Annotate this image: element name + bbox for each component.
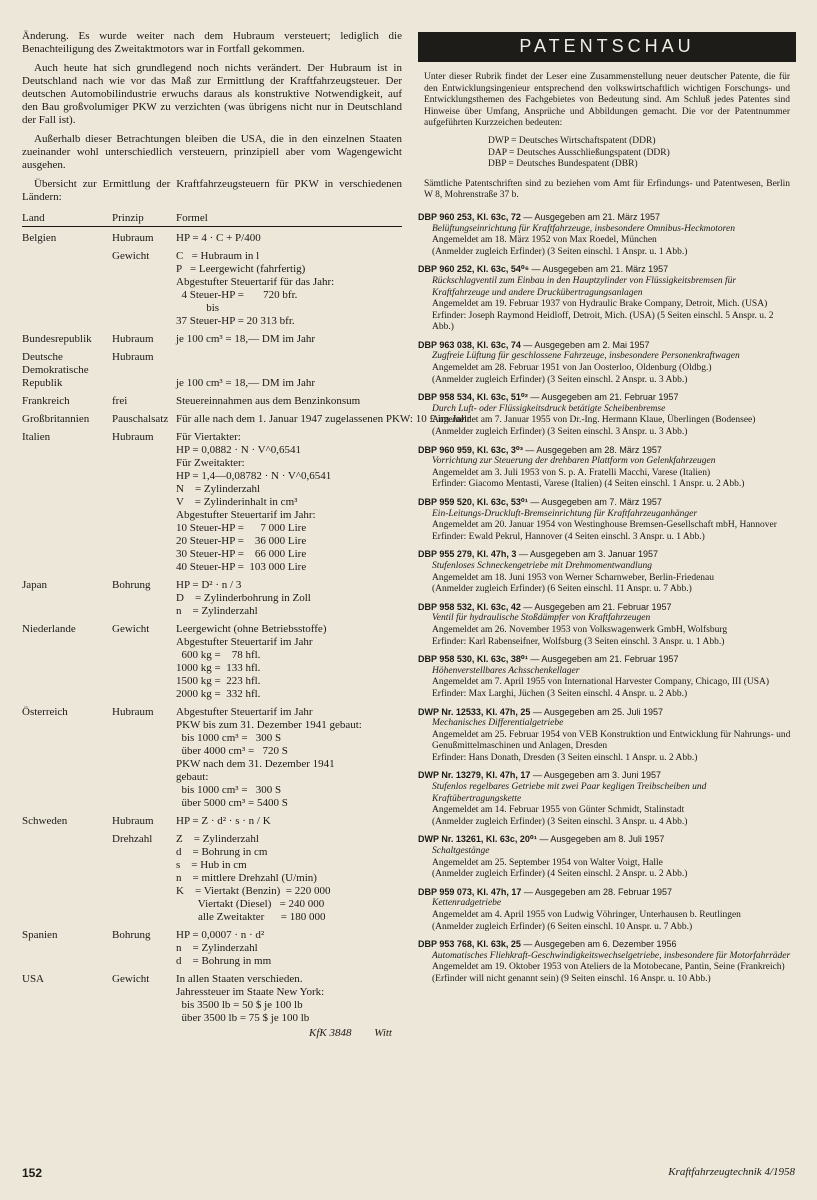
intro-paragraph: Unter dieser Rubrik findet der Leser eine Zusammenstellung neuer deutscher Patente, die für den Entwicklungsingenieur entsprechend den volkswirtschaftlich wichtigen Forschungs- und Entwicklungsthemen des Fachgebietes von Bedeutung sind. Am Schluß jedes Patentes sind Hinweise über Umfang, Ansprüche und Abbildungen gemacht. Die vor der Patentnummer aufgeführten Kurzzeichen bedeuten: <box>424 72 790 129</box>
patent-heading <box>418 654 796 666</box>
patent-number: DBP 959 520, Kl. 63c, 53⁰¹ <box>418 497 528 507</box>
formula-line: HP = 4 · C + P/400 <box>176 232 261 244</box>
formula-line: 40 Steuer-HP = 103 000 Lire <box>176 561 307 573</box>
patent-heading <box>418 834 796 846</box>
patent-detail: (Anmelder zugleich Erfinder) (4 Seiten einschl. 2 Anspr. u. 2 Abb.) <box>432 869 688 880</box>
formula-line: V = Zylinderinhalt in cm³ <box>176 496 298 508</box>
patent-detail: Angemeldet am 18. Juni 1953 von Werner Scharnweber, Berlin-Friedenau <box>432 572 715 583</box>
cell-land: USA <box>22 973 45 985</box>
formula-line: PKW bis zum 31. Dezember 1941 gebaut: <box>176 719 362 731</box>
patent-detail: (Anmelder zugleich Erfinder) (3 Seiten einschl. 1 Anspr. u. 1 Abb.) <box>432 246 688 257</box>
patent-detail: Angemeldet am 18. März 1952 von Max Roedel, München <box>432 235 657 246</box>
paragraph: Außerhalb dieser Betrachtungen bleiben die USA, die in den einzelnen Staaten zueinander wohl unterschiedlich versteuern, prinzipiell aber vom Wagengewicht ausgehen. <box>22 133 402 171</box>
patent-date: — Ausgegeben am 7. März 1957 <box>527 497 662 507</box>
abbreviation-item: DBP = Deutsches Bundespatent (DBR) <box>488 159 638 170</box>
patent-entry <box>418 602 796 648</box>
patent-detail: Erfinder: Giacomo Mentasti, Varese (Italien) (4 Seiten einschl. 1 Anspr. u. 2 Abb.) <box>432 479 745 490</box>
patent-title: Mechanisches Differentialgetriebe <box>432 718 564 729</box>
cell-land: Niederlande <box>22 623 76 635</box>
patent-detail: Angemeldet am 7. Januar 1955 von Dr.-Ing. Hermann Klaue, Überlingen (Bodensee) <box>432 415 756 426</box>
patent-heading <box>418 212 796 224</box>
cell-land: Bundesrepublik <box>22 333 92 345</box>
cell-prinzip: Hubraum <box>112 431 154 443</box>
table-row <box>22 232 402 245</box>
patent-title: Kettenradgetriebe <box>432 898 502 909</box>
patent-detail: Angemeldet am 26. November 1953 von Volkswagenwerk GmbH, Wolfsburg <box>432 624 728 635</box>
patent-detail: Angemeldet am 25. September 1954 von Walter Voigt, Halle <box>432 857 663 868</box>
patent-number: DWP Nr. 13279, Kl. 47h, 17 <box>418 770 531 781</box>
cell-prinzip: Pauschalsatz <box>112 413 169 425</box>
formula-line: alle Zweitakter = 180 000 <box>176 911 326 923</box>
cell-land: Spanien <box>22 929 58 941</box>
formula-line: über 4000 cm³ = 720 S <box>176 745 288 757</box>
cell-land: Frankreich <box>22 395 70 407</box>
paragraph: Änderung. Es wurde weiter nach dem Hubraum versteuert; lediglich die Benachteiligung des Zweitaktmotors war in Fortfall gekommen. <box>22 30 402 55</box>
table-row <box>22 929 402 968</box>
table-row <box>22 706 402 810</box>
patent-heading <box>418 707 796 719</box>
formula-line: über 3500 lb = 75 $ je 100 lb <box>176 1012 310 1024</box>
patent-number: DBP 958 532, Kl. 63c, 42 <box>418 601 521 612</box>
patent-detail: Angemeldet am 20. Januar 1954 von Westinghouse Bremsen-Gesellschaft mbH, Hannover <box>432 520 777 531</box>
patent-detail: Angemeldet am 28. Februar 1951 von Jan Oosterloo, Oldenburg (Oldbg.) <box>432 363 712 374</box>
cell-formel <box>176 833 402 924</box>
patent-entry <box>418 445 796 491</box>
cell-prinzip: Bohrung <box>112 929 151 941</box>
patent-title: Stufenlos regelbares Getriebe mit zwei Paar kegligen Treibscheiben und Kraftübertragungskette <box>432 782 707 804</box>
patent-date: — Ausgegeben am 6. Dezember 1956 <box>520 939 677 950</box>
patent-detail: Angemeldet am 14. Februar 1955 von Günter Schmidt, Stalinstadt <box>432 805 685 816</box>
cell-prinzip: Hubraum <box>112 351 154 363</box>
table-row <box>22 250 402 328</box>
cell-prinzip: Gewicht <box>112 250 150 262</box>
journal-name: Kraftfahrzeugtechnik 4/1958 <box>668 1166 795 1178</box>
patent-detail: Angemeldet am 25. Februar 1954 von VEB Konstruktion und Entwicklung für Nahrungs- und Genußmittelmaschinen und Anlagen, Dresden <box>432 729 791 752</box>
patent-detail: Angemeldet am 7. April 1955 von International Harvester Company, Chicago, III (USA) <box>432 677 770 688</box>
patent-date: — Ausgegeben am 3. Juni 1957 <box>530 770 661 781</box>
patent-title: Rückschlagventil zum Einbau in den Hauptzylinder von Flüssigkeitsbremsen für Kraftfahrzeuge und andere Druckübertragungsanlagen <box>432 275 737 298</box>
formula-line: HP = 0,0007 · n · d² <box>176 929 265 941</box>
formula-line: 37 Steuer-HP = 20 313 bfr. <box>176 315 295 327</box>
formula-line: 1500 kg = 223 hfl. <box>176 675 261 687</box>
tax-table-header <box>22 212 402 227</box>
table-row <box>22 623 402 701</box>
patent-heading <box>418 340 796 352</box>
formula-line: 1000 kg = 133 hfl. <box>176 662 261 674</box>
patent-title: Vorrichtung zur Steuerung der drehbaren Plattform von Gelenkfahrzeugen <box>432 456 716 467</box>
cell-formel <box>176 431 402 574</box>
patent-heading <box>418 939 796 951</box>
cell-prinzip: frei <box>112 395 128 407</box>
formula-line: HP = 1,4—0,08782 · N · V^0,6541 <box>176 470 332 482</box>
cell-prinzip: Gewicht <box>112 973 150 985</box>
cell-land: Österreich <box>22 706 68 718</box>
patent-entry <box>418 939 796 985</box>
formula-line: 30 Steuer-HP = 66 000 Lire <box>176 548 307 560</box>
cell-formel <box>176 623 402 701</box>
patent-detail: Erfinder: Ewald Pekrul, Hannover (4 Seiten einschl. 3 Anspr. u. 1 Abb.) <box>432 531 705 542</box>
patent-detail: (Anmelder zugleich Erfinder) (3 Seiten einschl. 3 Anspr. u. 4 Abb.) <box>432 816 688 827</box>
patent-title: Belüftungseinrichtung für Kraftfahrzeuge, insbesondere Omnibus-Heckmotoren <box>432 223 735 234</box>
patent-date: — Ausgegeben am 21. März 1957 <box>520 211 660 222</box>
patent-heading <box>418 887 796 899</box>
formula-line: bis <box>176 302 220 314</box>
patent-detail: (Anmelder zugleich Erfinder) (6 Seiten einschl. 11 Anspr. u. 7 Abb.) <box>432 584 692 595</box>
patent-title: Ventil für hydraulische Stoßdämpfer von Kraftfahrzeugen <box>432 613 651 624</box>
patent-date: — Ausgegeben am 2. Mai 1957 <box>520 339 650 350</box>
formula-line: bis 1000 cm³ = 300 S <box>176 732 282 744</box>
table-row <box>22 833 402 924</box>
formula-line: HP = 0,0882 · N · V^0,6541 <box>176 444 302 456</box>
cell-land: Belgien <box>22 232 57 244</box>
patent-entry <box>418 497 796 543</box>
formula-line: In allen Staaten verschieden. <box>176 973 303 985</box>
cell-formel <box>176 815 402 828</box>
cell-prinzip: Gewicht <box>112 623 150 635</box>
patent-entry <box>418 770 796 828</box>
formula-line: 600 kg = 78 hfl. <box>176 649 261 661</box>
formula-line: Abgestufter Steuertarif für das Jahr: <box>176 276 335 288</box>
cell-formel <box>176 929 402 968</box>
patent-title: Automatisches Fliehkraft-Geschwindigkeitswechselgetriebe, insbesondere für Motorfahrräder <box>432 950 791 961</box>
patent-list <box>418 212 796 986</box>
patent-number: DBP 958 534, Kl. 63c, 51⁰² <box>418 392 528 403</box>
cell-formel <box>176 579 402 618</box>
formula-line: Jahressteuer im Staate New York: <box>176 986 325 998</box>
formula-line: über 5000 cm³ = 5400 S <box>176 797 288 809</box>
cell-land <box>22 250 112 328</box>
formula-line: HP = D² · n / 3 <box>176 579 242 591</box>
formula-line: Für alle nach dem 1. Januar 1947 zugelassenen PKW: 10 £ im Jahr <box>176 413 471 425</box>
formula-line: Steuereinnahmen aus dem Benzinkonsum <box>176 395 361 407</box>
patent-entry <box>418 834 796 880</box>
formula-line: 4 Steuer-HP = 720 bfr. <box>176 289 298 301</box>
cell-prinzip: Hubraum <box>112 706 154 718</box>
patent-entry <box>418 212 796 258</box>
patent-number: DWP Nr. 13261, Kl. 63c, 20⁰¹ <box>418 834 537 845</box>
table-row <box>22 431 402 574</box>
patent-entry <box>418 264 796 334</box>
formula-line: bis 1000 cm³ = 300 S <box>176 784 282 796</box>
formula-line: Abgestufter Steuertarif im Jahr <box>176 706 313 718</box>
patent-entry <box>418 887 796 933</box>
patent-heading <box>418 497 796 509</box>
formula-line: Viertakt (Diesel) = 240 000 <box>176 898 325 910</box>
patent-entry <box>418 392 796 438</box>
patent-entry <box>418 654 796 700</box>
patent-date: — Ausgegeben am 8. Juli 1957 <box>536 834 665 845</box>
patent-number: DBP 960 253, Kl. 63c, 72 <box>418 211 521 222</box>
patent-number: DBP 958 530, Kl. 63c, 38⁰¹ <box>418 654 528 665</box>
patent-detail: Erfinder: Max Larghi, Jüchen (3 Seiten einschl. 4 Anspr. u. 2 Abb.) <box>432 688 688 699</box>
cell-land: Deutsche Demokratische Republik <box>22 351 89 389</box>
patent-number: DBP 959 073, Kl. 47h, 17 <box>418 886 522 897</box>
formula-line: P = Leergewicht (fahrfertig) <box>176 263 306 275</box>
table-row <box>22 579 402 618</box>
cell-formel <box>176 232 402 245</box>
section-banner: PATENTSCHAU <box>418 32 796 62</box>
formula-line: je 100 cm³ = 18,— DM im Jahr <box>176 377 316 389</box>
signature <box>22 1027 402 1040</box>
formula-line: Leergewicht (ohne Betriebsstoffe) <box>176 623 327 635</box>
cell-formel <box>176 973 402 1025</box>
patent-title: Schaltgestänge <box>432 846 490 857</box>
patent-entry <box>418 340 796 386</box>
formula-line: s = Hub in cm <box>176 859 247 871</box>
cell-prinzip: Hubraum <box>112 333 154 345</box>
cell-prinzip: Drehzahl <box>112 833 153 845</box>
formula-line: N = Zylinderzahl <box>176 483 261 495</box>
patent-date: — Ausgegeben am 3. Januar 1957 <box>516 549 658 560</box>
patent-title: Zugfreie Lüftung für geschlossene Fahrzeuge, insbesondere Personenkraftwagen <box>432 351 740 362</box>
formula-line: d = Bohrung in mm <box>176 955 272 967</box>
patent-number: DBP 955 279, Kl. 47h, 3 <box>418 549 517 560</box>
formula-line: D = Zylinderbohrung in Zoll <box>176 592 311 604</box>
cell-land: Italien <box>22 431 51 443</box>
formula-line: Für Zweitakter: <box>176 457 245 469</box>
formula-line: n = mittlere Drehzahl (U/min) <box>176 872 317 884</box>
formula-line: 20 Steuer-HP = 36 000 Lire <box>176 535 307 547</box>
patent-number: DBP 960 252, Kl. 63c, 54⁰⁶ <box>418 264 529 275</box>
patent-date: — Ausgegeben am 25. Juli 1957 <box>530 706 663 717</box>
cell-prinzip: Bohrung <box>112 579 151 591</box>
patent-detail: (Anmelder zugleich Erfinder) (6 Seiten einschl. 10 Anspr. u. 7 Abb.) <box>432 921 693 932</box>
patent-date: — Ausgegeben am 21. Februar 1957 <box>527 654 679 665</box>
patent-number: DBP 960 959, Kl. 63c, 3⁰³ <box>418 444 523 455</box>
patent-heading <box>418 549 796 561</box>
patent-title: Höhenverstellbares Achsschenkellager <box>432 665 580 676</box>
paragraph: Auch heute hat sich grundlegend noch nichts verändert. Der Hubraum ist in Deutschland nach wie vor das Maß zur Ermittlung der Kraftfahrzeugsteuer. Der deutschen Automobilindustrie erwuchs daraus als konstruktive Notwendigkeit, auf den Bau großvolumiger PKW zu verzichten (was übrigens nicht nur in Deutschland der Fall ist). <box>22 62 402 126</box>
patent-heading <box>418 602 796 614</box>
cell-formel <box>176 351 402 390</box>
formula-line: PKW nach dem 31. Dezember 1941 <box>176 758 335 770</box>
formula-line: d = Bohrung in cm <box>176 846 268 858</box>
table-row <box>22 815 402 828</box>
patent-heading <box>418 770 796 782</box>
patent-detail: (Erfinder will nicht genannt sein) (9 Seiten einschl. 16 Anspr. u. 10 Abb.) <box>432 973 711 984</box>
patent-title: Durch Luft- oder Flüssigkeitsdruck betätigte Scheibenbremse <box>432 403 666 414</box>
patent-date: — Ausgegeben am 21. Februar 1957 <box>520 601 672 612</box>
patent-detail: Angemeldet am 4. April 1955 von Ludwig Vöhringer, Unterhausen b. Reutlingen <box>432 910 741 920</box>
patent-date: — Ausgegeben am 28. März 1957 <box>522 444 662 455</box>
formula-line: Abgestufter Steuertarif im Jahr: <box>176 509 316 521</box>
formula-line: bis 3500 lb = 50 $ je 100 lb <box>176 999 303 1011</box>
table-row <box>22 413 471 426</box>
cell-land: Schweden <box>22 815 68 827</box>
paragraph: Übersicht zur Ermittlung der Kraftfahrzeugsteuern für PKW in verschiedenen Ländern: <box>22 178 402 203</box>
cell-prinzip: Hubraum <box>112 232 154 244</box>
availability-note: Sämtliche Patentschriften sind zu beziehen vom Amt für Erfindungs- und Patentwesen, Berlin W 8, Mohrenstraße 37 b. <box>424 178 790 201</box>
patent-date: — Ausgegeben am 28. Februar 1957 <box>521 886 673 897</box>
table-row <box>22 351 402 390</box>
formula-line: n = Zylinderzahl <box>176 605 258 617</box>
table-row <box>22 973 402 1025</box>
patent-detail: (Anmelder zugleich Erfinder) (3 Seiten einschl. 3 Anspr. u. 3 Abb.) <box>432 427 688 438</box>
patent-date: — Ausgegeben am 21. März 1957 <box>529 264 669 275</box>
patent-detail: (Anmelder zugleich Erfinder) (3 Seiten einschl. 2 Anspr. u. 3 Abb.) <box>432 374 688 385</box>
patent-title: Ein-Leitungs-Druckluft-Bremseinrichtung für Kraftfahrzeuganhänger <box>432 508 698 519</box>
patent-title: Stufenloses Schneckengetriebe mit Drehmomentwandlung <box>432 560 652 571</box>
formula-line: 2000 kg = 332 hfl. <box>176 688 261 700</box>
patent-entry <box>418 707 796 765</box>
patent-heading <box>418 264 796 276</box>
signature-ref: KfK 3848 <box>309 1027 352 1039</box>
cell-formel <box>176 333 402 346</box>
formula-line: HP = Z · d² · s · n / K <box>176 815 271 827</box>
formula-line: Für Viertakter: <box>176 431 241 443</box>
header-formel: Formel <box>176 212 208 224</box>
header-prinzip: Prinzip <box>112 212 144 224</box>
patent-heading <box>418 445 796 457</box>
cell-formel <box>176 250 402 328</box>
formula-line: n = Zylinderzahl <box>176 942 258 954</box>
signature-author: Witt <box>374 1027 392 1039</box>
table-row <box>22 395 402 408</box>
patent-detail: Erfinder: Joseph Raymond Heidloff, Detroit, Mich. (USA) (5 Seiten einschl. 5 Anspr. u. 2 Abb.) <box>432 310 774 333</box>
patent-number: DWP Nr. 12533, Kl. 47h, 25 <box>418 706 531 717</box>
cell-land: Japan <box>22 579 48 591</box>
patent-number: DBP 963 038, Kl. 63c, 74 <box>418 339 521 350</box>
patent-detail: Angemeldet am 19. Oktober 1953 von Ateliers de la Motobecane, Pantin, Seine (Frankreich) <box>432 962 785 973</box>
cell-prinzip: Hubraum <box>112 815 154 827</box>
formula-line: C = Hubraum in l <box>176 250 260 262</box>
formula-line: je 100 cm³ = 18,— DM im Jahr <box>176 333 316 345</box>
cell-formel <box>176 706 402 810</box>
formula-line <box>176 364 402 377</box>
formula-line: gebaut: <box>176 771 209 783</box>
formula-line: Z = Zylinderzahl <box>176 833 259 845</box>
formula-line: K = Viertakt (Benzin) = 220 000 <box>176 885 331 897</box>
cell-land: Großbritannien <box>22 413 90 425</box>
formula-line: Abgestufter Steuertarif im Jahr <box>176 636 313 648</box>
patent-detail: Erfinder: Karl Rabenseifner, Wolfsburg (3 Seiten einschl. 3 Anspr. u. 1 Abb.) <box>432 636 725 647</box>
patent-detail: Angemeldet am 19. Februar 1937 von Hydraulic Brake Company, Detroit, Mich. (USA) <box>432 299 768 310</box>
patent-number: DBP 953 768, Kl. 63k, 25 <box>418 939 521 950</box>
formula-line <box>176 351 402 364</box>
patent-date: — Ausgegeben am 21. Februar 1957 <box>527 392 679 403</box>
right-column <box>418 32 796 992</box>
formula-line: 10 Steuer-HP = 7 000 Lire <box>176 522 307 534</box>
abbreviation-list <box>488 136 796 171</box>
cell-land <box>22 833 112 924</box>
abbreviation-item: DWP = Deutsches Wirtschaftspatent (DDR) <box>488 135 656 146</box>
cell-formel <box>176 395 402 408</box>
patent-entry <box>418 549 796 595</box>
table-row <box>22 333 402 346</box>
header-land: Land <box>22 212 45 224</box>
patent-detail: Angemeldet am 3. Juli 1953 von S. p. A. Fratelli Macchi, Varese (Italien) <box>432 467 711 478</box>
page-number: 152 <box>22 1166 43 1180</box>
patent-heading <box>418 392 796 404</box>
patent-detail: Erfinder: Hans Donath, Dresden (3 Seiten einschl. 1 Anspr. u. 2 Abb.) <box>432 752 698 763</box>
abbreviation-item: DAP = Deutsches Ausschließungspatent (DDR) <box>488 147 670 158</box>
